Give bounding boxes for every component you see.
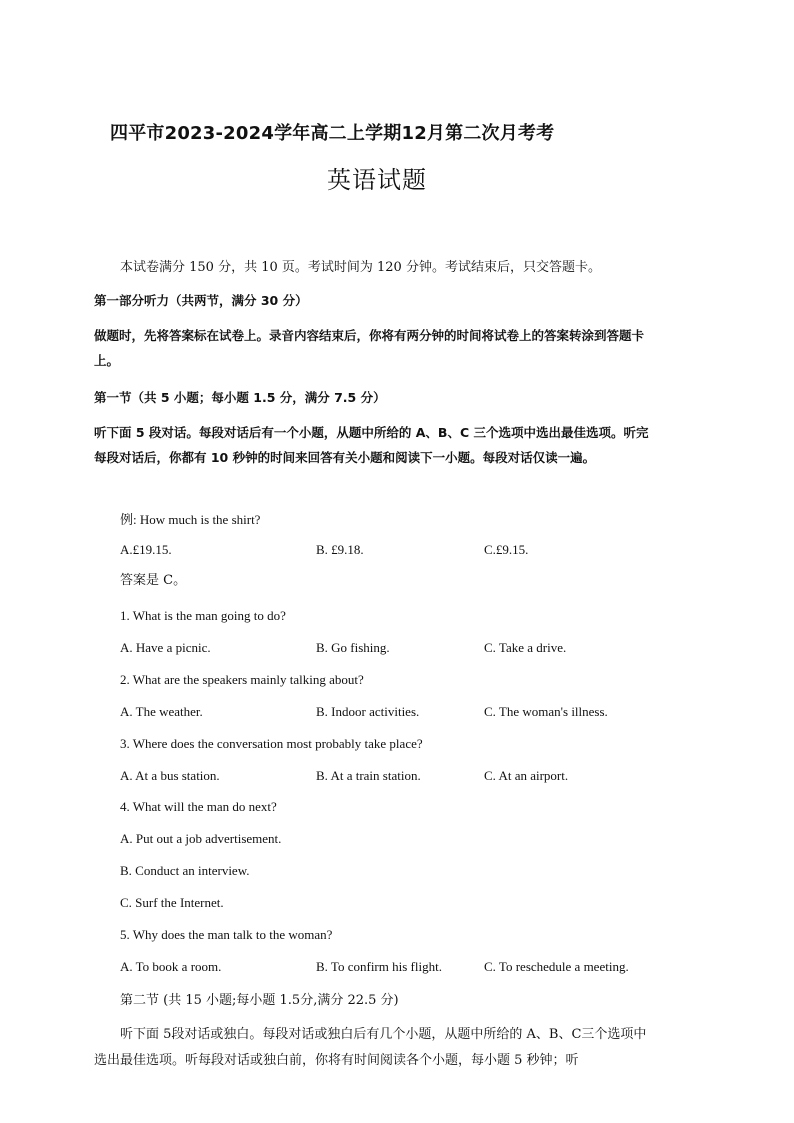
intro-text: 本试卷满分 150 分，共 10 页。考试时间为 120 分钟。考试结束后，只交答题卡。 [120, 260, 601, 275]
q1-option-a: A. Have a picnic. [120, 640, 211, 655]
part1-instruction: 做题时，先将答案标在试卷上。录音内容结束后，你将有两分钟的时间将试卷上的答案转涂到答题卡上。 [94, 328, 645, 368]
part1-heading: 第一部分听力（共两节，满分 30 分） [94, 293, 308, 308]
question-1: 1. What is the man going to do? [120, 608, 286, 623]
example-option-b: B. £9.18. [316, 542, 364, 557]
q4-option-a: A. Put out a job advertisement. [120, 831, 282, 846]
section2-instruction: 听下面 5段对话或独白。每段对话或独白后有几个小题，从题中所给的 A、B、C三个选项中选出最佳选项。听每段对话或独白前，你将有时间阅读各个小题，每小题 5 秒钟；听 [94, 1027, 647, 1068]
q5-option-a: A. To book a room. [120, 959, 222, 974]
question-3: 3. Where does the conversation most probably take place? [120, 736, 423, 751]
example-question: 例: How much is the shirt? [120, 512, 261, 527]
q5-option-c: C. To reschedule a meeting. [484, 959, 629, 974]
question-4: 4. What will the man do next? [120, 799, 277, 814]
q1-option-c: C. Take a drive. [484, 640, 567, 655]
q2-option-c: C. The woman's illness. [484, 704, 608, 719]
exam-title: 四平市2023-2024学年高二上学期12月第二次月考考 [110, 123, 555, 144]
q1-option-b: B. Go fishing. [316, 640, 390, 655]
q3-option-c: C. At an airport. [484, 768, 569, 783]
q4-option-b: B. Conduct an interview. [120, 863, 250, 878]
question-2: 2. What are the speakers mainly talking about? [120, 672, 364, 687]
q2-option-a: A. The weather. [120, 704, 203, 719]
question-5: 5. Why does the man talk to the woman? [120, 927, 333, 942]
section1-heading: 第一节（共 5 小题；每小题 1.5 分，满分 7.5 分） [94, 390, 386, 405]
example-option-a: A.£19.15. [120, 542, 172, 557]
q4-option-c: C. Surf the Internet. [120, 895, 224, 910]
section2-heading: 第二节 (共 15 小题;每小题 1.5分,满分 22.5 分) [120, 993, 399, 1008]
subject-title: 英语试题 [327, 166, 427, 194]
example-option-c: C.£9.15. [484, 542, 529, 557]
q3-option-a: A. At a bus station. [120, 768, 220, 783]
example-answer: 答案是 C。 [120, 573, 187, 588]
q2-option-b: B. Indoor activities. [316, 704, 420, 719]
q3-option-b: B. At a train station. [316, 768, 421, 783]
q5-option-b: B. To confirm his flight. [316, 959, 442, 974]
section1-instruction: 听下面 5 段对话。每段对话后有一个小题，从题中所给的 A、B、C 三个选项中选出最佳选项。听完每段对话后，你都有 10 秒钟的时间来回答有关小题和阅读下一小题。每段对话仅读一遍。 [94, 425, 649, 465]
